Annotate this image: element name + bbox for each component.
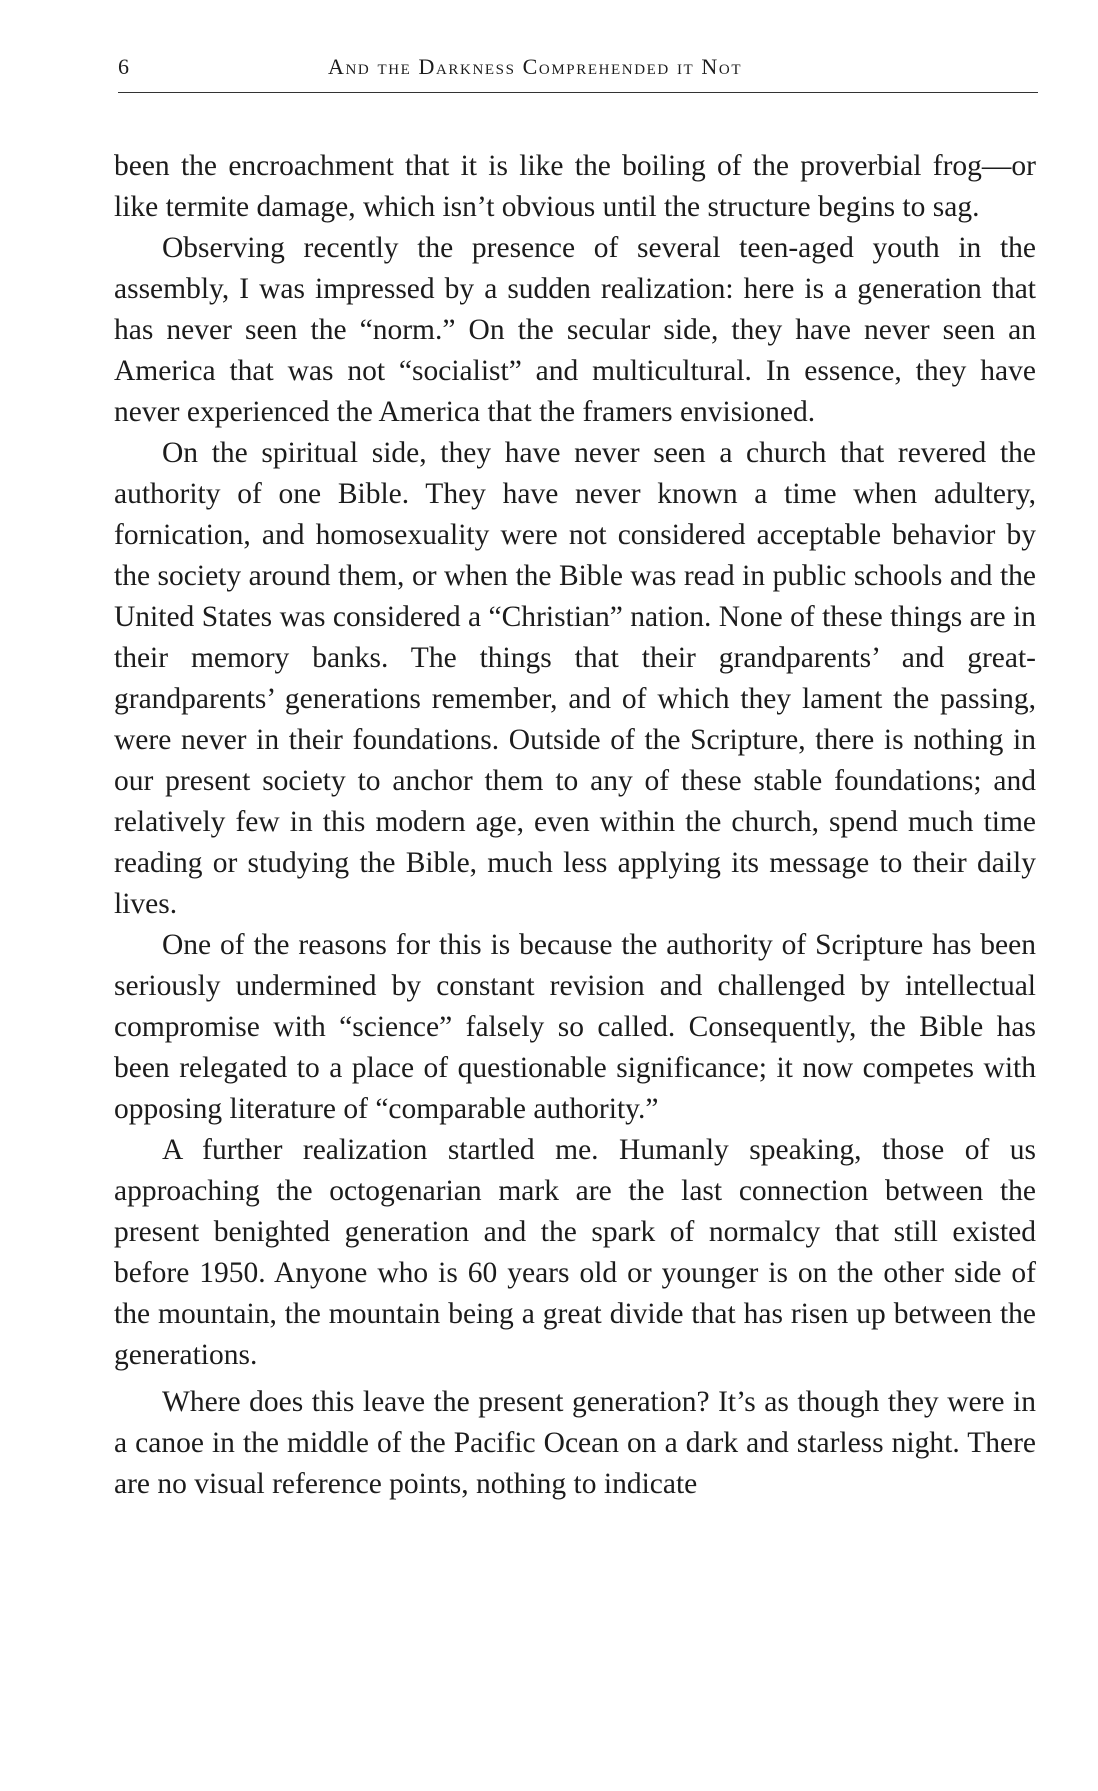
running-header bbox=[118, 50, 1038, 93]
page-number: 6 bbox=[118, 54, 130, 79]
book-title: And the Darkness Comprehended it Not bbox=[328, 54, 743, 79]
paragraph: One of the reasons for this is because the authority of Scripture has been seriously undermined by constant revision and challenged by intellectual compromise with “science” falsely so called. Consequently, the Bible has been relegated to a place of questionable significance; it now competes with opposing literature of “comparable authority.” bbox=[114, 929, 1036, 1125]
paragraph: On the spiritual side, they have never seen a church that revered the authority of one Bible. They have never known a time when adultery, fornication, and homosexuality were not considered acceptable behavior by the society around them, or when the Bible was read in public schools and the United States was considered a “Christian” nation. None of these things are in their memory banks. The things that their grandparents’ and great-grandparents’ generations remember, and of which they lament the passing, were never in their foundations. Outside of the Scripture, there is nothing in our present society to anchor them to any of these stable foundations; and relatively few in this modern age, even within the church, spend much time reading or studying the Bible, much less applying its message to their daily lives. bbox=[114, 437, 1036, 920]
paragraph: A further realization startled me. Humanly speaking, those of us approaching the octogenarian mark are the last connection between the present benighted generation and the spark of normalcy that still existed before 1950. Anyone who is 60 years old or younger is on the other side of the mountain, the mountain being a great divide that has risen up between the generations. bbox=[114, 1134, 1036, 1371]
paragraph: Where does this leave the present generation? It’s as though they were in a canoe in the middle of the Pacific Ocean on a dark and starless night. There are no visual reference points, nothing to indicate bbox=[114, 1386, 1036, 1500]
paragraph-continued: been the encroachment that it is like the boiling of the proverbial frog—or like termite damage, which isn’t obvious until the structure begins to sag. bbox=[114, 150, 1036, 223]
paragraph: Observing recently the presence of several teen-aged youth in the assembly, I was impressed by a sudden realization: here is a generation that has never seen the “norm.” On the secular side, they have never seen an America that was not “socialist” and multicultural. In essence, they have never experienced the America that the framers envisioned. bbox=[114, 232, 1036, 428]
body-text bbox=[114, 146, 1036, 1505]
